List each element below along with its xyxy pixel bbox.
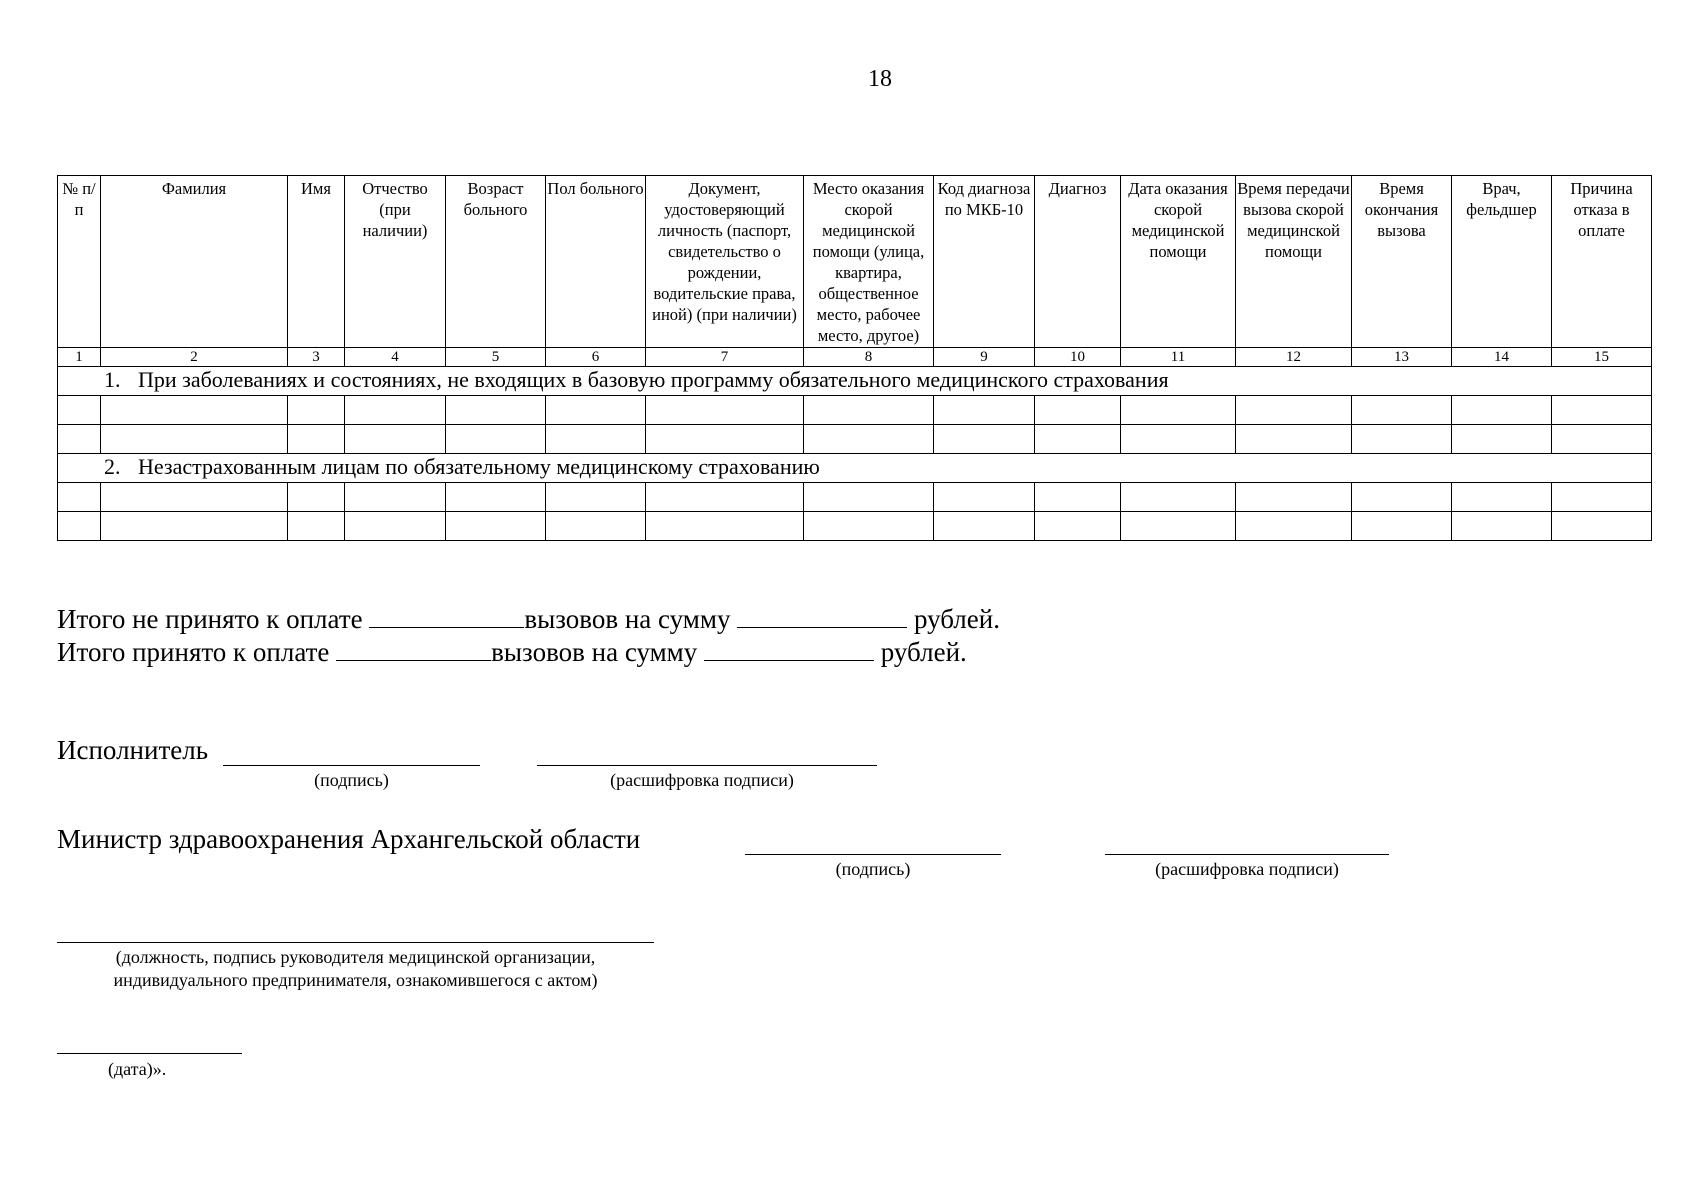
executor-signature-line <box>223 765 480 766</box>
table-row <box>58 483 1652 512</box>
rubles-label: рублей. <box>874 637 967 667</box>
section-index: 2. <box>104 454 121 479</box>
column-number: 12 <box>1236 348 1352 367</box>
sum-label: вызовов на сумму <box>524 604 738 634</box>
column-number: 2 <box>101 348 288 367</box>
decryption-caption: (расшифровка подписи) <box>1155 859 1339 879</box>
date-line <box>57 1053 242 1054</box>
section-row <box>58 367 1652 396</box>
table-row <box>58 512 1652 541</box>
executor-label: Исполнитель <box>57 735 209 765</box>
header-cell: Врач, фельдшер <box>1452 176 1552 348</box>
calls-count-blank <box>369 605 524 628</box>
header-cell: Время передачи вызова скорой медицинской помощи <box>1236 176 1352 348</box>
signature-caption: (подпись) <box>314 770 389 790</box>
section-title <box>58 367 1652 396</box>
head-caption-line1: (должность, подпись руководителя медицинской организации, <box>115 947 596 967</box>
section-row <box>58 454 1652 483</box>
page-number: 18 <box>868 66 892 92</box>
section-index: 1. <box>104 367 121 392</box>
header-cell: Место оказания скорой медицинской помощи (улица, квартира, общественное место, рабочее место, другое) <box>804 176 934 348</box>
header-cell: Код диагноза по МКБ-10 <box>934 176 1035 348</box>
column-number: 4 <box>345 348 446 367</box>
total-accepted-line <box>57 637 967 668</box>
header-cell: Диагноз <box>1035 176 1121 348</box>
column-number: 10 <box>1035 348 1121 367</box>
minister-decryption-line <box>1105 854 1389 855</box>
head-caption-line2: индивидуального предпринимателя, ознакомившегося с актом) <box>113 970 598 990</box>
total-not-accepted-line <box>57 604 1000 635</box>
date-caption: (дата)». <box>108 1059 167 1079</box>
column-number: 11 <box>1121 348 1236 367</box>
executor-decryption-line <box>537 765 877 766</box>
column-number: 15 <box>1552 348 1652 367</box>
sum-label: вызовов на сумму <box>491 637 705 667</box>
table-row <box>58 396 1652 425</box>
column-number: 8 <box>804 348 934 367</box>
calls-count-blank <box>336 638 491 661</box>
column-number: 9 <box>934 348 1035 367</box>
header-cell: Время окончания вызова <box>1352 176 1452 348</box>
table-row <box>58 425 1652 454</box>
total-accepted-label: Итого принято к оплате <box>57 637 337 667</box>
signature-caption: (подпись) <box>835 859 911 879</box>
section-title-text: При заболеваниях и состояниях, не входящих в базовую программу обязательного медицинского страхования <box>138 367 1169 392</box>
column-number: 1 <box>58 348 101 367</box>
sum-blank <box>737 605 907 628</box>
column-number: 7 <box>646 348 804 367</box>
column-number: 5 <box>446 348 546 367</box>
column-number-row <box>58 348 1652 367</box>
column-number: 14 <box>1452 348 1552 367</box>
column-number: 6 <box>546 348 646 367</box>
header-cell: Документ, удостоверяющий личность (паспорт, свидетельство о рождении, водительские права, иной) (при наличии) <box>646 176 804 348</box>
rubles-label: рублей. <box>907 604 1000 634</box>
minister-signature-line <box>745 854 1001 855</box>
header-row <box>58 176 1652 348</box>
minister-label: Министр здравоохранения Архангельской области <box>57 824 641 854</box>
header-cell: Фамилия <box>101 176 288 348</box>
header-cell: Отчество (при наличии) <box>345 176 446 348</box>
sum-blank <box>704 638 874 661</box>
header-cell: № п/п <box>58 176 101 348</box>
head-signature-line <box>57 942 654 943</box>
header-cell: Дата оказания скорой медицинской помощи <box>1121 176 1236 348</box>
section-title-text: Незастрахованным лицам по обязательному медицинскому страхованию <box>138 454 820 479</box>
report-table <box>57 175 1652 541</box>
header-cell: Имя <box>288 176 345 348</box>
column-number: 3 <box>288 348 345 367</box>
column-number: 13 <box>1352 348 1452 367</box>
decryption-caption: (расшифровка подписи) <box>610 770 794 790</box>
header-cell: Пол больного <box>546 176 646 348</box>
total-not-accepted-label: Итого не принято к оплате <box>57 604 370 634</box>
header-cell: Возраст больного <box>446 176 546 348</box>
section-title <box>58 454 1652 483</box>
header-cell: Причина отказа в оплате <box>1552 176 1652 348</box>
